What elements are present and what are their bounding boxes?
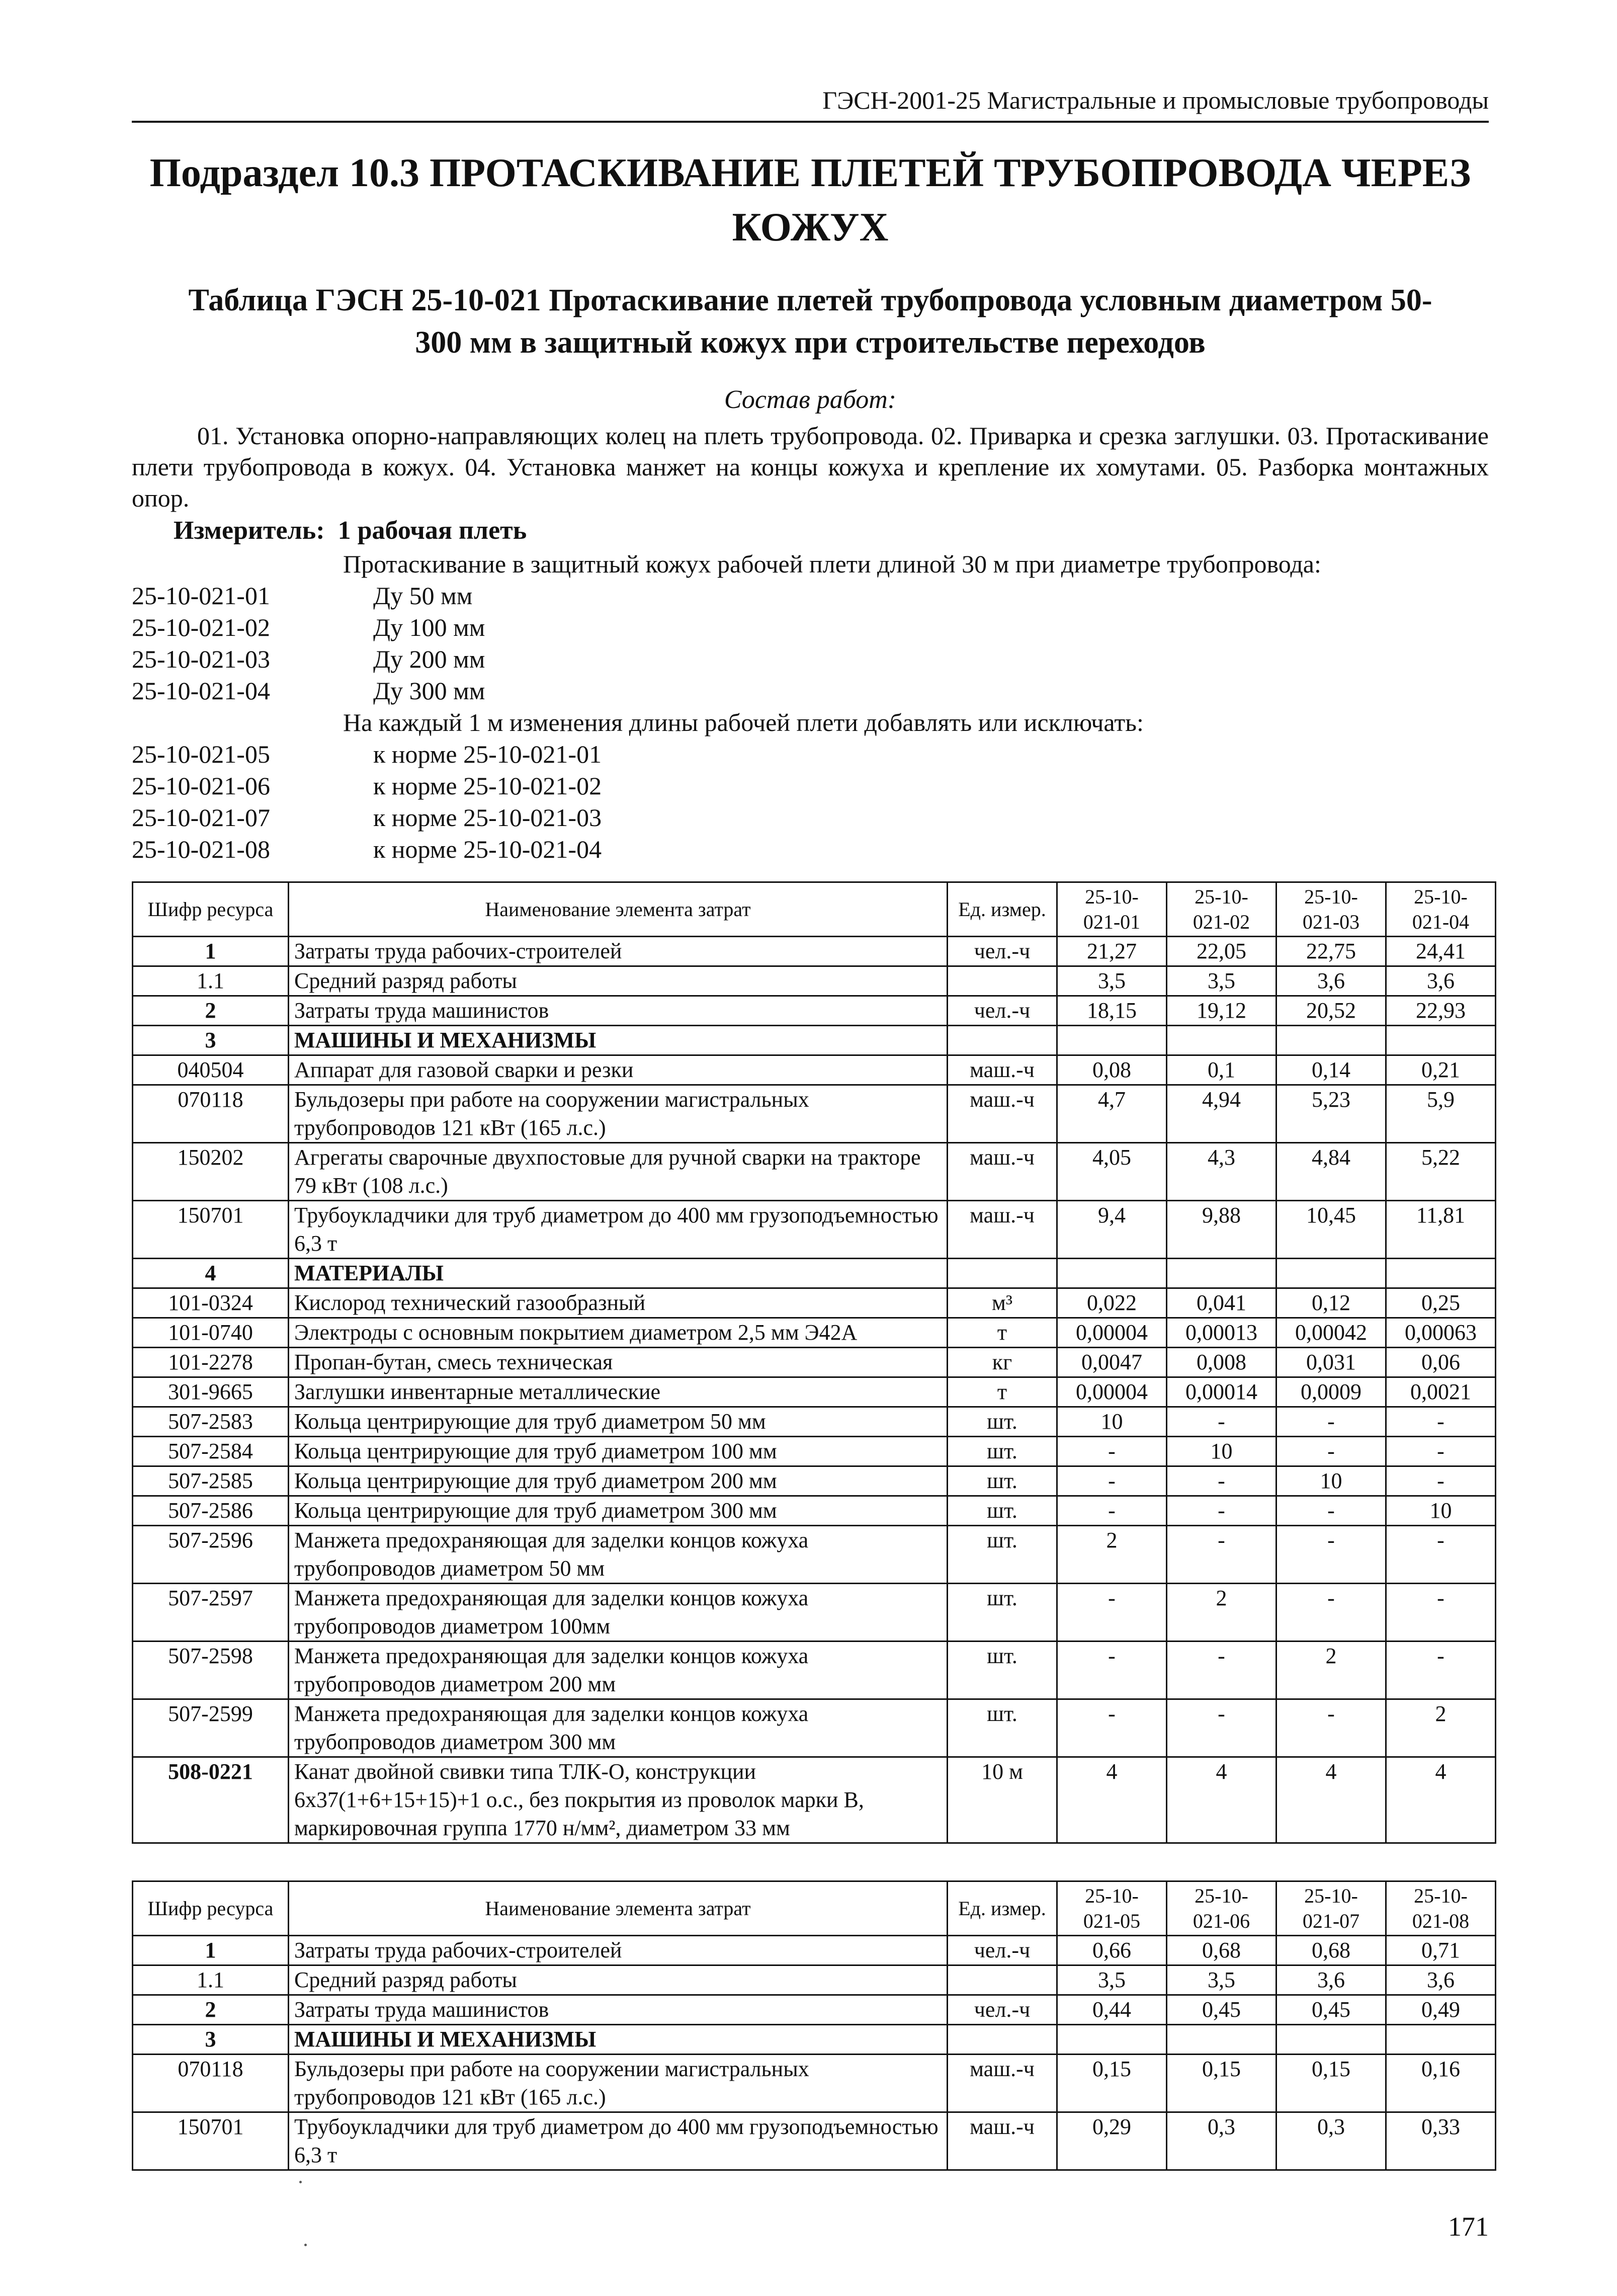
resource-code-cell: 507-2597 <box>133 1584 289 1642</box>
cost-element-cell: Электроды с основным покрытием диаметром 2,5 мм Э42А <box>289 1318 948 1348</box>
value-cell: - <box>1386 1437 1496 1466</box>
table-row <box>133 966 1496 996</box>
value-cell: 22,75 <box>1276 937 1386 966</box>
value-cell: 0,3 <box>1167 2112 1276 2170</box>
value-cell: 0,45 <box>1167 1995 1276 2025</box>
value-cell: 4,05 <box>1057 1143 1167 1201</box>
table-row <box>133 1526 1496 1584</box>
norm-desc: к норме 25-10-021-02 <box>373 772 602 800</box>
value-cell: 0,0021 <box>1386 1377 1496 1407</box>
value-cell: 0,1 <box>1167 1055 1276 1085</box>
value-cell: 0,44 <box>1057 1995 1167 2025</box>
value-cell: - <box>1386 1407 1496 1437</box>
column-header: 25-10- 021-08 <box>1386 1881 1496 1936</box>
value-cell: 3,5 <box>1057 1965 1167 1995</box>
norm-code-line <box>132 612 1489 643</box>
norm-intro-text: На каждый 1 м изменения длины рабочей плети добавлять или исключать: <box>343 708 1144 736</box>
resource-code-cell: 2 <box>133 1995 289 2025</box>
value-cell <box>1386 2025 1496 2055</box>
norm-code: 25-10-021-05 <box>132 740 270 768</box>
value-cell: 0,68 <box>1167 1936 1276 1965</box>
unit-cell: шт. <box>948 1642 1057 1699</box>
cost-element-cell: Кольца центрирующие для труб диаметром 300 мм <box>289 1496 948 1526</box>
cost-element-cell: Заглушки инвентарные металлические <box>289 1377 948 1407</box>
norm-codes <box>132 548 1489 865</box>
value-cell: - <box>1276 1699 1386 1757</box>
norm-code-line <box>132 580 1489 612</box>
meter <box>174 516 540 545</box>
value-cell: 5,23 <box>1276 1085 1386 1143</box>
section-title-line: Подраздел 10.3 ПРОТАСКИВАНИЕ ПЛЕТЕЙ ТРУБОПРОВОДА ЧЕРЕЗ <box>149 151 1471 195</box>
norm-code: 25-10-021-08 <box>132 835 270 863</box>
value-cell: 0,12 <box>1276 1288 1386 1318</box>
unit-cell: м³ <box>948 1288 1057 1318</box>
value-cell: - <box>1386 1526 1496 1584</box>
unit-cell: т <box>948 1377 1057 1407</box>
norm-code: 25-10-021-04 <box>132 677 270 705</box>
cost-element-cell: Средний разряд работы <box>289 966 948 996</box>
table-header-row <box>133 882 1496 937</box>
norm-desc: Ду 300 мм <box>373 677 485 705</box>
value-cell: 0,45 <box>1276 1995 1386 2025</box>
value-cell: 0,49 <box>1386 1995 1496 2025</box>
table-row <box>133 1085 1496 1143</box>
cost-element-cell: Манжета предохраняющая для заделки концов кожуха трубопроводов диаметром 300 мм <box>289 1699 948 1757</box>
cost-element-cell: МАШИНЫ И МЕХАНИЗМЫ <box>289 1026 948 1055</box>
column-header: 25-10- 021-04 <box>1386 882 1496 937</box>
resource-code-cell: 101-0324 <box>133 1288 289 1318</box>
table-row <box>133 1466 1496 1496</box>
table-row <box>133 1259 1496 1288</box>
unit-cell: чел.-ч <box>948 1995 1057 2025</box>
value-cell <box>1167 1026 1276 1055</box>
value-cell: 10 <box>1386 1496 1496 1526</box>
table-row <box>133 1757 1496 1843</box>
table-title-line: 300 мм в защитный кожух при строительстве переходов <box>415 325 1206 360</box>
norm-desc: к норме 25-10-021-04 <box>373 835 602 863</box>
scan-speck <box>299 2181 302 2183</box>
table-row <box>133 2025 1496 2055</box>
value-cell: 0,00063 <box>1386 1318 1496 1348</box>
value-cell: 0,16 <box>1386 2055 1496 2112</box>
unit-cell: шт. <box>948 1584 1057 1642</box>
value-cell: 0,00042 <box>1276 1318 1386 1348</box>
norm-code: 25-10-021-01 <box>132 582 270 610</box>
resource-code-cell: 507-2584 <box>133 1437 289 1466</box>
unit-cell <box>948 1026 1057 1055</box>
table-row <box>133 1699 1496 1757</box>
value-cell <box>1167 2025 1276 2055</box>
column-header: Наименование элемента затрат <box>289 1881 948 1936</box>
value-cell: 3,6 <box>1276 1965 1386 1995</box>
column-header: Шифр ресурса <box>133 882 289 937</box>
column-header: Ед. измер. <box>948 1881 1057 1936</box>
norm-code-line <box>132 643 1489 675</box>
cost-element-cell: Трубоукладчики для труб диаметром до 400 мм грузоподъемностью 6,3 т <box>289 2112 948 2170</box>
value-cell: 22,05 <box>1167 937 1276 966</box>
cost-element-cell: Затраты труда рабочих-строителей <box>289 1936 948 1965</box>
value-cell: - <box>1276 1584 1386 1642</box>
value-cell: 4,94 <box>1167 1085 1276 1143</box>
value-cell: 0,15 <box>1057 2055 1167 2112</box>
column-header: Шифр ресурса <box>133 1881 289 1936</box>
work-composition-text: 01. Установка опорно-направляющих колец на плеть трубопровода. 02. Приварка и срезка заглушки. 03. Протаскивание плети трубопровода в кожух. 04. Установка манжет на концы кожуха и крепление их хомутами. 05. Разборка монтажных опор. <box>132 422 1489 512</box>
resource-code-cell: 507-2596 <box>133 1526 289 1584</box>
value-cell: 0,14 <box>1276 1055 1386 1085</box>
value-cell: 0,00004 <box>1057 1377 1167 1407</box>
table-row <box>133 1377 1496 1407</box>
table-row <box>133 1348 1496 1377</box>
section-title-line: КОЖУХ <box>732 205 889 250</box>
cost-element-cell: Бульдозеры при работе на сооружении магистральных трубопроводов 121 кВт (165 л.с.) <box>289 2055 948 2112</box>
resource-table-2 <box>132 1880 1496 2171</box>
section-title <box>132 146 1489 255</box>
value-cell: 3,6 <box>1276 966 1386 996</box>
resource-code-cell: 150701 <box>133 2112 289 2170</box>
norm-code-line <box>132 802 1489 834</box>
table-row <box>133 1496 1496 1526</box>
value-cell: - <box>1276 1496 1386 1526</box>
unit-cell: маш.-ч <box>948 1143 1057 1201</box>
value-cell: 11,81 <box>1386 1201 1496 1259</box>
resource-code-cell: 4 <box>133 1259 289 1288</box>
table-row <box>133 1026 1496 1055</box>
unit-cell: шт. <box>948 1437 1057 1466</box>
resource-code-cell: 301-9665 <box>133 1377 289 1407</box>
value-cell: 3,5 <box>1167 966 1276 996</box>
running-header: ГЭСН-2001-25 Магистральные и промысловые трубопроводы <box>822 86 1489 114</box>
resource-code-cell: 507-2599 <box>133 1699 289 1757</box>
resource-code-cell: 1.1 <box>133 966 289 996</box>
value-cell: 0,3 <box>1276 2112 1386 2170</box>
norm-code: 25-10-021-06 <box>132 772 270 800</box>
cost-element-cell: МАТЕРИАЛЫ <box>289 1259 948 1288</box>
resource-code-cell: 070118 <box>133 1085 289 1143</box>
unit-cell: шт. <box>948 1699 1057 1757</box>
unit-cell <box>948 1259 1057 1288</box>
norm-intro <box>132 707 1489 739</box>
resource-code-cell: 1 <box>133 937 289 966</box>
unit-cell <box>948 1965 1057 1995</box>
unit-cell: т <box>948 1318 1057 1348</box>
value-cell: 3,6 <box>1386 966 1496 996</box>
value-cell: 2 <box>1057 1526 1167 1584</box>
value-cell: - <box>1386 1466 1496 1496</box>
value-cell: - <box>1276 1407 1386 1437</box>
norm-intro-text: Протаскивание в защитный кожух рабочей плети длиной 30 м при диаметре трубопровода: <box>343 550 1321 578</box>
header-rule <box>132 121 1489 123</box>
cost-element-cell: Аппарат для газовой сварки и резки <box>289 1055 948 1085</box>
cost-element-cell: Пропан-бутан, смесь техническая <box>289 1348 948 1377</box>
table-row <box>133 1936 1496 1965</box>
unit-cell: шт. <box>948 1526 1057 1584</box>
value-cell: 24,41 <box>1386 937 1496 966</box>
value-cell: 10 <box>1167 1437 1276 1466</box>
cost-element-cell: Кольца центрирующие для труб диаметром 100 мм <box>289 1437 948 1466</box>
value-cell: - <box>1386 1584 1496 1642</box>
unit-cell <box>948 2025 1057 2055</box>
value-cell: 0,031 <box>1276 1348 1386 1377</box>
unit-cell: маш.-ч <box>948 1201 1057 1259</box>
value-cell: 20,52 <box>1276 996 1386 1026</box>
value-cell: - <box>1167 1466 1276 1496</box>
value-cell: - <box>1167 1699 1276 1757</box>
value-cell <box>1386 1026 1496 1055</box>
value-cell: 0,29 <box>1057 2112 1167 2170</box>
table-row <box>133 1201 1496 1259</box>
value-cell: 0,15 <box>1167 2055 1276 2112</box>
value-cell: 2 <box>1167 1584 1276 1642</box>
resource-code-cell: 507-2586 <box>133 1496 289 1526</box>
resource-code-cell: 507-2598 <box>133 1642 289 1699</box>
resource-code-cell: 1.1 <box>133 1965 289 1995</box>
norm-code-line <box>132 834 1489 865</box>
value-cell: - <box>1167 1526 1276 1584</box>
value-cell: - <box>1276 1437 1386 1466</box>
column-header: 25-10- 021-03 <box>1276 882 1386 937</box>
value-cell: 0,15 <box>1276 2055 1386 2112</box>
unit-cell: маш.-ч <box>948 2112 1057 2170</box>
value-cell: - <box>1057 1642 1167 1699</box>
cost-element-cell: Бульдозеры при работе на сооружении магистральных трубопроводов 121 кВт (165 л.с.) <box>289 1085 948 1143</box>
norm-code: 25-10-021-07 <box>132 803 270 832</box>
value-cell: - <box>1167 1407 1276 1437</box>
value-cell: 10 <box>1276 1466 1386 1496</box>
value-cell: 2 <box>1276 1642 1386 1699</box>
cost-element-cell: Канат двойной свивки типа ТЛК-О, конструкции 6х37(1+6+15+15)+1 о.с., без покрытия из проволок марки В, маркировочная группа 1770 н/мм², диаметром 33 мм <box>289 1757 948 1843</box>
table-row <box>133 1965 1496 1995</box>
norm-code-line <box>132 675 1489 707</box>
unit-cell: маш.-ч <box>948 2055 1057 2112</box>
column-header: Ед. измер. <box>948 882 1057 937</box>
value-cell: 0,00013 <box>1167 1318 1276 1348</box>
table-row <box>133 937 1496 966</box>
column-header: 25-10- 021-06 <box>1167 1881 1276 1936</box>
resource-code-cell: 070118 <box>133 2055 289 2112</box>
table-row <box>133 1143 1496 1201</box>
value-cell: 4,7 <box>1057 1085 1167 1143</box>
value-cell: 0,71 <box>1386 1936 1496 1965</box>
value-cell: 0,00004 <box>1057 1318 1167 1348</box>
value-cell: 0,0009 <box>1276 1377 1386 1407</box>
value-cell: 3,5 <box>1057 966 1167 996</box>
value-cell: 18,15 <box>1057 996 1167 1026</box>
norm-desc: к норме 25-10-021-03 <box>373 803 602 832</box>
value-cell: 4 <box>1057 1757 1167 1843</box>
resource-code-cell: 101-2278 <box>133 1348 289 1377</box>
resource-code-cell: 507-2583 <box>133 1407 289 1437</box>
value-cell: 19,12 <box>1167 996 1276 1026</box>
cost-element-cell: Кислород технический газообразный <box>289 1288 948 1318</box>
value-cell: 4 <box>1386 1757 1496 1843</box>
value-cell: - <box>1057 1496 1167 1526</box>
value-cell: 4 <box>1167 1757 1276 1843</box>
value-cell <box>1167 1259 1276 1288</box>
page-number: 171 <box>1448 2211 1489 2242</box>
cost-element-cell: Манжета предохраняющая для заделки концов кожуха трубопроводов диаметром 100мм <box>289 1584 948 1642</box>
meter-label: Измеритель: <box>174 516 325 545</box>
unit-cell: чел.-ч <box>948 1936 1057 1965</box>
value-cell: 0,25 <box>1386 1288 1496 1318</box>
cost-element-cell: Манжета предохраняющая для заделки концов кожуха трубопроводов диаметром 200 мм <box>289 1642 948 1699</box>
meter-value: 1 рабочая плеть <box>337 516 527 545</box>
value-cell: 4,84 <box>1276 1143 1386 1201</box>
unit-cell: 10 м <box>948 1757 1057 1843</box>
value-cell: 22,93 <box>1386 996 1496 1026</box>
cost-element-cell: Затраты труда машинистов <box>289 1995 948 2025</box>
value-cell: 0,68 <box>1276 1936 1386 1965</box>
table-row <box>133 1318 1496 1348</box>
value-cell <box>1276 2025 1386 2055</box>
value-cell: 4 <box>1276 1757 1386 1843</box>
value-cell: 3,5 <box>1167 1965 1276 1995</box>
resource-code-cell: 507-2585 <box>133 1466 289 1496</box>
norm-code: 25-10-021-02 <box>132 613 270 641</box>
value-cell <box>1057 2025 1167 2055</box>
value-cell <box>1057 1259 1167 1288</box>
value-cell: 5,9 <box>1386 1085 1496 1143</box>
unit-cell: шт. <box>948 1407 1057 1437</box>
resource-code-cell: 150701 <box>133 1201 289 1259</box>
norm-code-line <box>132 770 1489 802</box>
resource-code-cell: 150202 <box>133 1143 289 1201</box>
cost-element-cell: Кольца центрирующие для труб диаметром 200 мм <box>289 1466 948 1496</box>
value-cell: 0,022 <box>1057 1288 1167 1318</box>
column-header: 25-10- 021-07 <box>1276 1881 1386 1936</box>
resource-code-cell: 101-0740 <box>133 1318 289 1348</box>
value-cell: - <box>1057 1699 1167 1757</box>
value-cell: - <box>1057 1584 1167 1642</box>
table-row <box>133 1437 1496 1466</box>
resource-code-cell: 508-0221 <box>133 1757 289 1843</box>
value-cell: 0,08 <box>1057 1055 1167 1085</box>
cost-element-cell: Затраты труда машинистов <box>289 996 948 1026</box>
resource-code-cell: 3 <box>133 1026 289 1055</box>
unit-cell <box>948 966 1057 996</box>
cost-element-cell: Средний разряд работы <box>289 1965 948 1995</box>
unit-cell: шт. <box>948 1496 1057 1526</box>
value-cell: - <box>1057 1466 1167 1496</box>
table-row <box>133 2055 1496 2112</box>
resource-code-cell: 040504 <box>133 1055 289 1085</box>
value-cell: 0,0047 <box>1057 1348 1167 1377</box>
value-cell: 0,66 <box>1057 1936 1167 1965</box>
unit-cell: маш.-ч <box>948 1085 1057 1143</box>
table-row <box>133 1055 1496 1085</box>
value-cell: - <box>1167 1496 1276 1526</box>
value-cell: 2 <box>1386 1699 1496 1757</box>
norm-desc: к норме 25-10-021-01 <box>373 740 602 768</box>
scan-speck <box>304 2244 307 2246</box>
value-cell: - <box>1386 1642 1496 1699</box>
unit-cell: шт. <box>948 1466 1057 1496</box>
cost-element-cell: МАШИНЫ И МЕХАНИЗМЫ <box>289 2025 948 2055</box>
cost-element-cell: Агрегаты сварочные двухпостовые для ручной сварки на тракторе 79 кВт (108 л.с.) <box>289 1143 948 1201</box>
norm-code-line <box>132 739 1489 770</box>
norm-intro <box>132 548 1489 580</box>
table-title-line: Таблица ГЭСН 25-10-021 Протаскивание плетей трубопровода условным диаметром 50- <box>188 283 1432 317</box>
value-cell: - <box>1167 1642 1276 1699</box>
table-row <box>133 1288 1496 1318</box>
value-cell: 0,21 <box>1386 1055 1496 1085</box>
unit-cell: маш.-ч <box>948 1055 1057 1085</box>
table-row <box>133 1995 1496 2025</box>
norm-desc: Ду 200 мм <box>373 645 485 673</box>
norm-desc: Ду 100 мм <box>373 613 485 641</box>
value-cell <box>1057 1026 1167 1055</box>
value-cell: 4,3 <box>1167 1143 1276 1201</box>
value-cell: - <box>1057 1437 1167 1466</box>
value-cell: 9,4 <box>1057 1201 1167 1259</box>
value-cell: 0,041 <box>1167 1288 1276 1318</box>
table-row <box>133 1407 1496 1437</box>
resource-code-cell: 3 <box>133 2025 289 2055</box>
cost-element-cell: Кольца центрирующие для труб диаметром 50 мм <box>289 1407 948 1437</box>
column-header: 25-10- 021-02 <box>1167 882 1276 937</box>
value-cell: 0,00014 <box>1167 1377 1276 1407</box>
value-cell <box>1276 1259 1386 1288</box>
norm-code: 25-10-021-03 <box>132 645 270 673</box>
value-cell <box>1276 1026 1386 1055</box>
value-cell: 5,22 <box>1386 1143 1496 1201</box>
value-cell: 0,33 <box>1386 2112 1496 2170</box>
norm-desc: Ду 50 мм <box>373 582 473 610</box>
work-composition-heading: Состав работ: <box>724 385 897 414</box>
value-cell: 10,45 <box>1276 1201 1386 1259</box>
cost-element-cell: Трубоукладчики для труб диаметром до 400 мм грузоподъемностью 6,3 т <box>289 1201 948 1259</box>
cost-element-cell: Манжета предохраняющая для заделки концов кожуха трубопроводов диаметром 50 мм <box>289 1526 948 1584</box>
value-cell: 9,88 <box>1167 1201 1276 1259</box>
value-cell: 21,27 <box>1057 937 1167 966</box>
unit-cell: чел.-ч <box>948 937 1057 966</box>
resource-table-1 <box>132 881 1496 1844</box>
table-title <box>132 279 1489 364</box>
value-cell: - <box>1276 1526 1386 1584</box>
column-header: 25-10- 021-01 <box>1057 882 1167 937</box>
value-cell: 0,008 <box>1167 1348 1276 1377</box>
table-row <box>133 996 1496 1026</box>
column-header: Наименование элемента затрат <box>289 882 948 937</box>
unit-cell: чел.-ч <box>948 996 1057 1026</box>
value-cell: 10 <box>1057 1407 1167 1437</box>
cost-element-cell: Затраты труда рабочих-строителей <box>289 937 948 966</box>
resource-code-cell: 1 <box>133 1936 289 1965</box>
value-cell: 0,06 <box>1386 1348 1496 1377</box>
table-row <box>133 1584 1496 1642</box>
column-header: 25-10- 021-05 <box>1057 1881 1167 1936</box>
table-row <box>133 1642 1496 1699</box>
unit-cell: кг <box>948 1348 1057 1377</box>
value-cell: 3,6 <box>1386 1965 1496 1995</box>
resource-code-cell: 2 <box>133 996 289 1026</box>
value-cell <box>1386 1259 1496 1288</box>
table-header-row <box>133 1881 1496 1936</box>
table-row <box>133 2112 1496 2170</box>
